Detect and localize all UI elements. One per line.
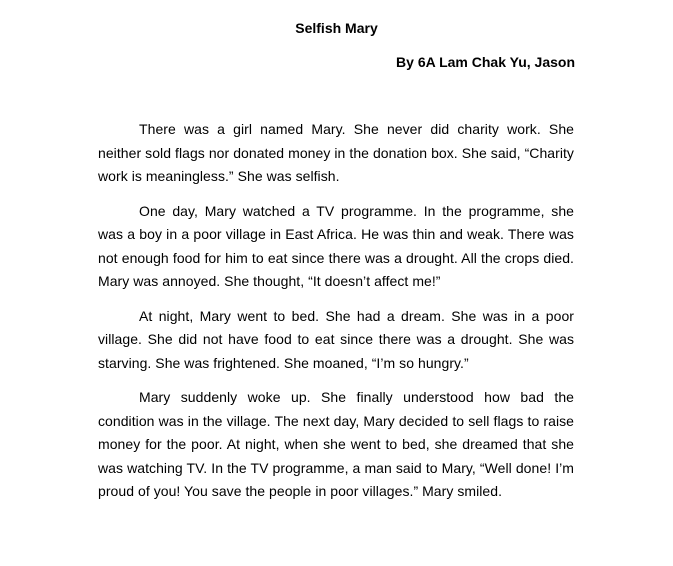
paragraph-3: At night, Mary went to bed. She had a dream. She was in a poor village. She did not have food to eat since there was a drought. She was starving. She was frightened. She moaned, “I’m so hungry.”: [98, 307, 574, 371]
document-title: Selfish Mary: [295, 20, 378, 36]
paragraph-1: There was a girl named Mary. She never did charity work. She neither sold flags nor donated money in the donation box. She said, “Charity work is meaningless.” She was selfish.: [98, 121, 574, 184]
paragraph-4: Mary suddenly woke up. She finally understood how bad the condition was in the village. The next day, Mary decided to sell flags to raise money for the poor. At night, when she went to bed, she dreamed that she was watching TV. In the TV programme, a man said to Mary, “Well done! I’m proud of you! You save the people in poor villages.” Mary smiled.: [98, 389, 574, 499]
document-body: [98, 118, 574, 515]
paragraph-2: One day, Mary watched a TV programme. In the programme, she was a boy in a poor village in East Africa. He was thin and weak. There was not enough food for him to eat since there was a drought. All the crops died. Mary was annoyed. She thought, “It doesn’t affect me!”: [98, 202, 574, 289]
document-author: By 6A Lam Chak Yu, Jason: [396, 54, 575, 70]
